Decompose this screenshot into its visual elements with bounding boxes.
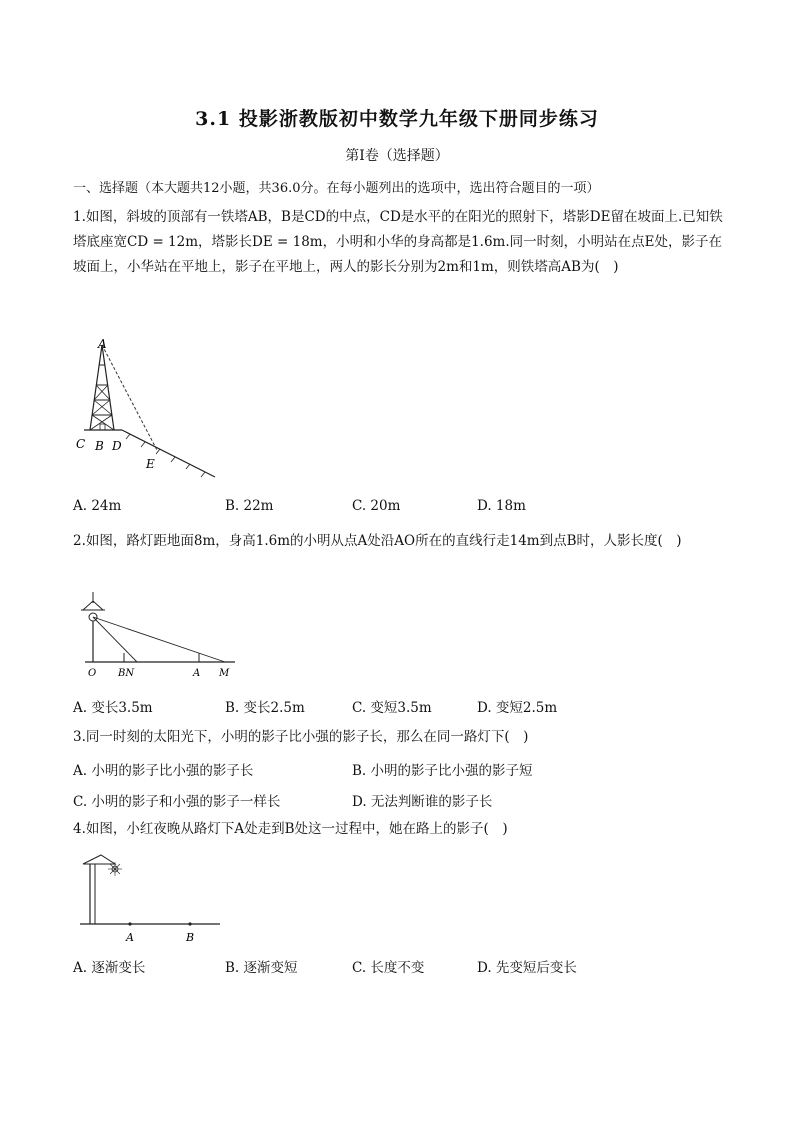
question-3-option-a[interactable]: A. 小明的影子比小强的影子长 [73, 763, 254, 779]
question-1-option-a[interactable]: A. 24m [73, 498, 122, 514]
figure-label: A [126, 931, 134, 944]
page-title: 3.1 投影浙教版初中数学九年级下册同步练习 [195, 108, 599, 130]
question-4-figure [75, 852, 225, 947]
question-4-stem: 4.如图，小红夜晚从路灯下A处走到B处这一过程中，她在路上的影子( ) [73, 821, 508, 837]
figure-label: B [186, 931, 195, 944]
figure-label: E [146, 457, 155, 471]
question-3-stem: 3.同一时刻的太阳光下，小明的影子比小强的影子长，那么在同一路灯下( ) [73, 729, 529, 745]
question-2-figure [75, 590, 245, 682]
figure-label: B [95, 439, 104, 453]
question-2-option-a[interactable]: A. 变长3.5m [73, 700, 153, 716]
question-1-stem: 1.如图，斜坡的顶部有一铁塔AB，B是CD的中点，CD是水平的在阳光的照射下，塔影DE留在坡面上.已知铁塔底座宽CD = 12m，塔影长DE = 18m，小明和小华的身高都是1.6m.同一时刻，小明站在点E处，影子在坡面上，小华站在平地上，影子在平地上，两人的影长分别为2m和1m，则铁塔高AB为( ) [73, 209, 723, 275]
question-4-option-c[interactable]: C. 长度不变 [352, 960, 425, 976]
question-4-option-b[interactable]: B. 逐渐变短 [225, 960, 298, 976]
question-1-option-b[interactable]: B. 22m [225, 498, 274, 514]
question-3-option-b[interactable]: B. 小明的影子比小强的影子短 [352, 763, 533, 779]
volume-heading: 第I卷（选择题） [345, 148, 449, 164]
figure-label: A [193, 668, 201, 679]
question-1-figure [70, 335, 230, 485]
question-3-option-c[interactable]: C. 小明的影子和小强的影子一样长 [73, 794, 281, 810]
question-4-option-d[interactable]: D. 先变短后变长 [477, 960, 577, 976]
question-2-option-c[interactable]: C. 变短3.5m [352, 700, 432, 716]
section-heading: 一、选择题（本大题共12小题，共36.0分。在每小题列出的选项中，选出符合题目的一项） [73, 181, 600, 196]
question-4-option-a[interactable]: A. 逐渐变长 [73, 960, 146, 976]
question-2-option-b[interactable]: B. 变长2.5m [225, 700, 305, 716]
figure-label: M [219, 668, 230, 679]
figure-label: BN [118, 668, 135, 679]
question-3-option-d[interactable]: D. 无法判断谁的影子长 [352, 794, 493, 810]
figure-label: O [88, 668, 97, 679]
figure-label: C [76, 437, 86, 451]
question-2-stem: 2.如图，路灯距地面8m，身高1.6m的小明从点A处沿AO所在的直线行走14m到点B时，人影长度( ) [73, 533, 682, 549]
question-1-option-c[interactable]: C. 20m [352, 498, 401, 514]
question-1-option-d[interactable]: D. 18m [477, 498, 526, 514]
question-2-option-d[interactable]: D. 变短2.5m [477, 700, 558, 716]
figure-label: D [112, 439, 122, 453]
figure-label: A [98, 337, 107, 351]
